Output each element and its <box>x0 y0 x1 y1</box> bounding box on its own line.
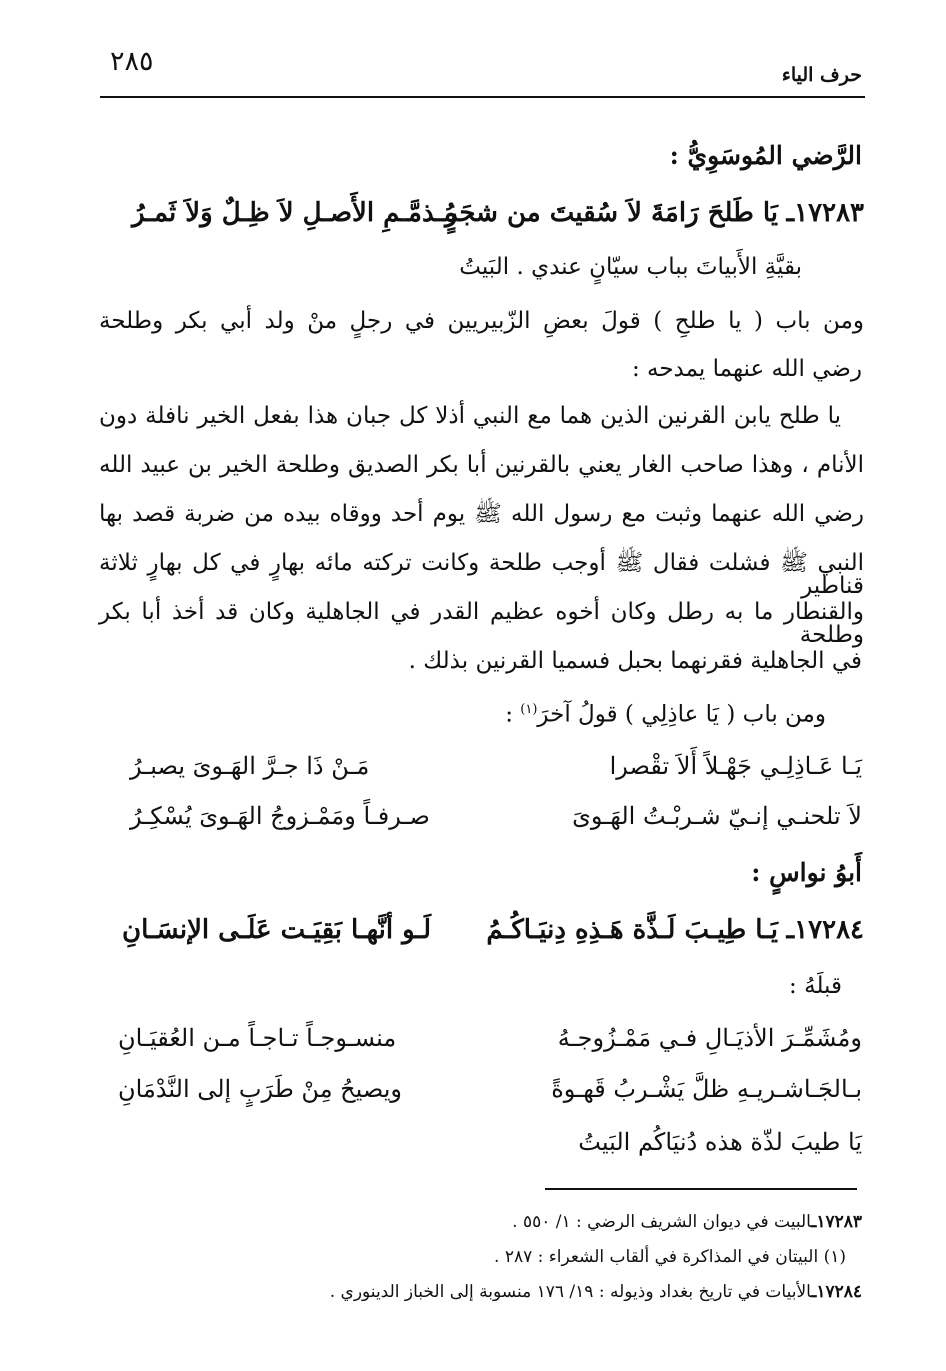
verse-17284-before-label: قبلَهُ : <box>789 973 842 999</box>
page-number: ٢٨٥ <box>110 46 154 77</box>
footnote-17284-label: ١٧٢٨٤ـ <box>811 1282 862 1302</box>
verse-17283-note: بقيَّةِ الأَبياتَ بباب سيّانٍ عندي . البَيتُ <box>459 254 802 280</box>
footnote-1 <box>494 1247 846 1267</box>
prose-line-1: يا طلح يابن القرنين الذين هما مع النبي أذلا كل جبان هذا بفعل الخير نافلة دون <box>99 403 841 429</box>
verse-17283-hemistich-2: مُـذمَّـمِ الأَصـلِ لاَ ظِـلٌ وَلاَ ثَمـرُ <box>132 198 458 228</box>
prose-line-5: والقنطار ما به رطل وكان أخوه عظيم القدر في الجاهلية وكان قد أخذ أبا بكر وطلحة <box>99 599 864 648</box>
poet-name-abu-nuwas: أَبوُ نواسٍ : <box>751 858 862 887</box>
footnote-17283-label: ١٧٢٨٣ـ <box>811 1212 862 1232</box>
poet-name-radi: الرَّضي المُوسَوِيُّ : <box>669 141 862 170</box>
header-rule <box>100 96 865 98</box>
verse-17283-number: ١٧٢٨٣ـ <box>786 198 864 228</box>
running-head: حرف الياء <box>781 64 862 86</box>
entry-2-verse-2-hemistich-1: لاَ تلحنـي إنـيّ شـربْـتُ الهَـوىَ <box>572 802 862 830</box>
prose-line-2: الأنام ، وهذا صاحب الغار يعني بالقرنين أبا بكر الصديق وطلحة الخير بن عبيد الله <box>99 452 864 478</box>
entry-3-verse-1-hemistich-2: منسـوجـاً تـاجـاً مـن العُقيَـانِ <box>118 1024 397 1052</box>
verse-17284-number: ١٧٢٨٤ـ <box>786 915 864 945</box>
prose-line-4: النبي ﷺ فشلت فقال ﷺ أوجب طلحة وكانت تركته مائه بهارٍ في كل بهارٍ ثلاثة قناطير <box>99 550 864 599</box>
entry-3-verse-1-hemistich-1: ومُشَمِّـرَ الأذيَـالِ فـي مَمْـزُوجـهُ <box>557 1024 862 1052</box>
entry-3-verse-2-hemistich-2: ويصيحُ مِنْ طَرَبٍ إلى النَّدْمَانِ <box>118 1075 402 1103</box>
footnote-17283-text: البيت في ديوان الشريف الرضي : ١/ ٥٥٠ . <box>512 1212 812 1232</box>
prose-intro-line-1: ومن باب ( يا طلحِ ) قولَ بعضِ الزّبيريين في رجلٍ منْ ولد أبي بكر وطلحة <box>99 308 864 334</box>
prose-line-3: رضي الله عنهما وثبت مع رسول الله ﷺ يوم أحد ووقاه بيده من ضربة قصد بها <box>99 501 864 527</box>
verse-17284-hemistich-1: يَـا طِيـبَ لَـذَّة هَـذِهِ دِنيَـاكُـمُ <box>486 915 778 945</box>
prose-intro-line-2: رضي الله عنهما يمدحه : <box>631 356 862 382</box>
footnote-ref-1: (١) <box>520 702 538 717</box>
entry-2-verse-1-hemistich-2: مَـنْ ذَا جـرَّ الهَـوىَ يصبـرُ <box>130 752 370 780</box>
entry-2-intro-text: ومن باب ( يَا عاذِلِي ) قولُ آخرَ <box>537 701 826 728</box>
footnote-17284-text: الأبيات في تاريخ بغداد وذيوله : ١٩/ ١٧٦ منسوبة إلى الخباز الدينوري . <box>329 1282 812 1302</box>
prose-line-6: في الجاهلية فقرنهما بحبل فسميا القرنين بذلك . <box>408 648 862 674</box>
footnote-1-label: (١) <box>823 1247 846 1267</box>
entry-3-closing: يَا طيبَ لذّة هذه دُنيَاكُم البَيتُ <box>578 1128 862 1156</box>
footnote-17283 <box>512 1212 862 1232</box>
entry-2-intro <box>505 703 826 727</box>
entry-2-verse-1-hemistich-1: يَـا عَـاذِلِـي جَهْـلاً أَلاَ تقْصرا <box>609 752 862 780</box>
footnote-rule <box>545 1188 857 1190</box>
entry-2-verse-2-hemistich-2: صـرفـاً ومَمْـزوجُ الهَـوىَ يُسْكِـرُ <box>130 802 430 830</box>
footnote-1-text: البيتان في المذاكرة في ألقاب الشعراء : ٢٨٧ . <box>494 1247 819 1267</box>
verse-17283-hemistich-1: يَا طَلحَ رَامَةَ لاَ سُقيتَ من شجَرٍ <box>445 198 778 228</box>
footnote-17284 <box>330 1282 862 1302</box>
verse-17284-hemistich-2: لَـو أنَّهـا بَقِيَـت عَلَـى الإنسَـانِ <box>122 915 432 945</box>
entry-2-intro-tail: : <box>505 701 521 728</box>
entry-3-verse-2-hemistich-1: بـالجَـاشـريـهِ ظلَّ يَشْـربُ قَهـوةً <box>551 1075 862 1103</box>
